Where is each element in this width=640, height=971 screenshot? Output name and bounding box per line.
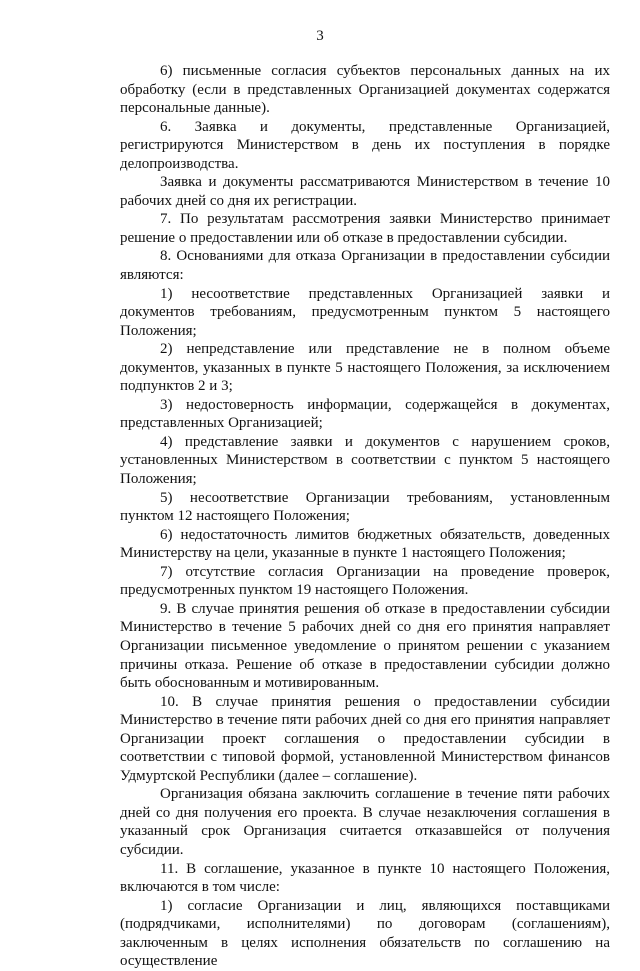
paragraph-8-refusal-grounds: 8. Основаниями для отказа Организации в предоставлении субсидии являются: xyxy=(120,248,610,284)
list-item-8-6: 6) недостаточность лимитов бюджетных обязательств, доведенных Министерству на цели, указанные в пункте 1 настоящего Положения; xyxy=(120,526,610,562)
paragraph-consent-personal-data: 6) письменные согласия субъектов персональных данных на их обработку (если в представленных Организацией документах содержатся персональные данные). xyxy=(120,63,610,117)
paragraph-6-review-term: Заявка и документы рассматриваются Министерством в течение 10 рабочих дней со дня их регистрации. xyxy=(120,174,610,209)
paragraph-7-decision: 7. По результатам рассмотрения заявки Министерство принимает решение о предоставлении или об отказе в предоставлении субсидии. xyxy=(120,211,610,246)
paragraph-11-agreement-contents: 11. В соглашение, указанное в пункте 10 настоящего Положения, включаются в том числе: xyxy=(120,860,610,896)
paragraph-10-agreement-draft: 10. В случае принятия решения о предоставлении субсидии Министерство в течение пяти рабочих дней со дня его принятия направляет Организации проект соглашения о предоставлении субсидии в соответствии с типовой формой, установленной Министерством финансов Удмуртской Республики (далее – соглашение). xyxy=(120,693,610,784)
list-item-8-1: 1) несоответствие представленных Организацией заявки и документов требованиям, предусмотренным пунктом 5 настоящего Положения; xyxy=(120,285,610,339)
paragraph-6-registration: 6. Заявка и документы, представленные Организацией, регистрируются Министерством в день их поступления в порядке делопроизводства. xyxy=(120,118,610,172)
list-item-8-4: 4) представление заявки и документов с нарушением сроков, установленных Министерством в соответствии с пунктом 5 настоящего Положения; xyxy=(120,433,610,488)
paragraph-9-refusal-notice: 9. В случае принятия решения об отказе в предоставлении субсидии Министерство в течение 5 рабочих дней со дня его принятия направляет Организации письменное уведомление о принятом решении с указанием причины отказа. Решение об отказе в предоставлении субсидии должно быть обоснованным и мотивированным. xyxy=(120,600,610,692)
list-item-8-2: 2) непредставление или представление не в полном объеме документов, указанных в пункте 5 настоящего Положения, за исключением подпунктов 2 и 3; xyxy=(120,341,610,395)
page-number: 3 xyxy=(316,28,324,44)
paragraph-10-agreement-deadline: Организация обязана заключить соглашение в течение пяти рабочих дней со дня получения его проекта. В случае незаключения соглашения в указанный срок Организация считается отказавшейся от получения субсидии. xyxy=(120,786,610,858)
list-item-11-1: 1) согласие Организации и лиц, являющихся поставщиками (подрядчиками, исполнителями) по договорам (соглашениям), заключенным в целях исполнения обязательств по соглашению на осуществление xyxy=(120,897,610,970)
list-item-8-7: 7) отсутствие согласия Организации на проведение проверок, предусмотренных пунктом 19 настоящего Положения. xyxy=(120,563,610,599)
list-item-8-3: 3) недостоверность информации, содержащейся в документах, представленных Организацией; xyxy=(120,396,610,432)
list-item-8-5: 5) несоответствие Организации требованиям, установленным пунктом 12 настоящего Положения; xyxy=(120,489,610,525)
document-body xyxy=(120,62,610,971)
